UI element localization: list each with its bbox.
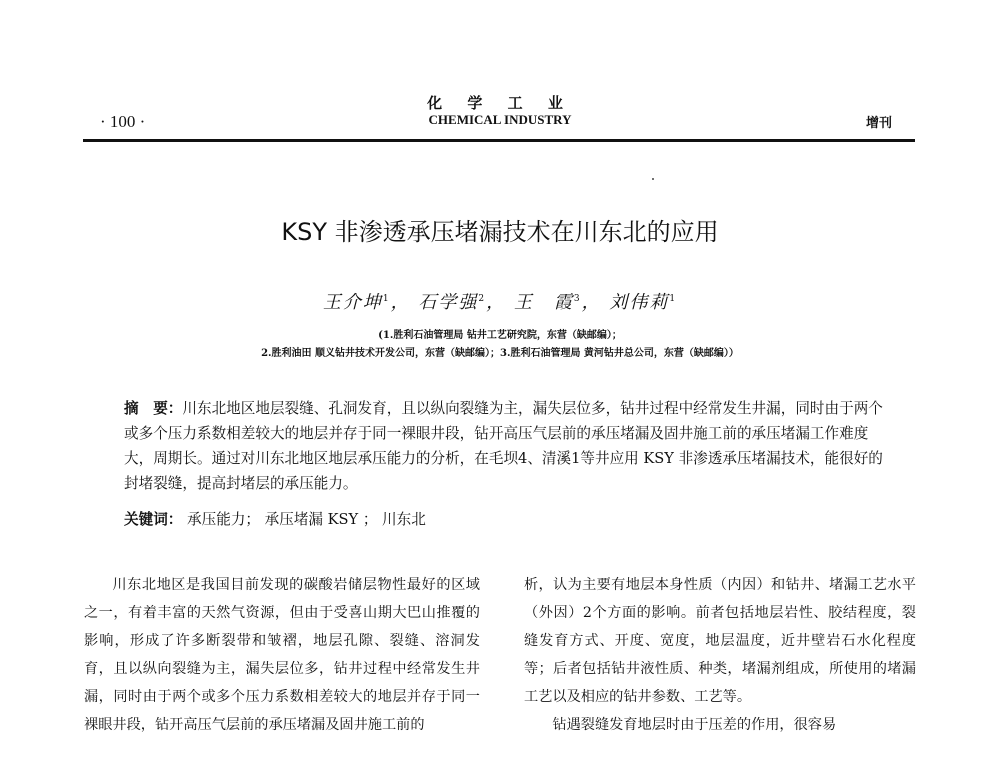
affiliation-line-2: 2.胜利油田 顺义钻井技术开发公司，东营（缺邮编）；3.胜利石油管理局 黄河钻井总公司，东营（缺邮编）） (261, 348, 739, 359)
journal-title-cn: 化 学 工 业 (427, 94, 573, 112)
body-paragraph: 川东北地区是我国目前发现的碳酸岩储层物性最好的区域之一，有着丰富的天然气资源，但由于受喜山期大巴山推覆的影响，形成了许多断裂带和皱褶，地层孔隙、裂缝、溶洞发育，且以纵向裂缝为主，漏失层位多，钻井过程中经常发生井漏，同时由于两个或多个压力系数相差较大的地层并存于同一裸眼井段，钻开高压气层前的承压堵漏及固井施工前的 (84, 577, 480, 733)
author-name: 石学强 (418, 292, 479, 313)
body-column-left (84, 571, 480, 739)
keywords (124, 508, 884, 529)
journal-title-en: CHEMICAL INDUSTRY (428, 112, 572, 127)
author-affiliation-mark: 3 (573, 294, 582, 304)
body-paragraph: 析，认为主要有地层本身性质（内因）和钻井、堵漏工艺水平（外因）2个方面的影响。前者包括地层岩性、胶结程度，裂缝发育方式、开度、宽度，地层温度，近井壁岩石水化程度等；后者包括钻井液性质、种类，堵漏剂组成，所使用的堵漏工艺以及相应的钻井参数、工艺等。 (524, 577, 916, 705)
author-affiliation-mark: 1 (669, 294, 678, 304)
abstract-label: 摘 要： (124, 400, 183, 417)
abstract-text: 川东北地区地层裂缝、孔洞发育，且以纵向裂缝为主，漏失层位多，钻井过程中经常发生井漏，同时由于两个或多个压力系数相差较大的地层并存于同一裸眼井段，钻开高压气层前的承压堵漏及固井施工前的承压堵漏工作难度大，周期长。通过对川东北地区地层承压能力的分析，在毛坝4、清溪1等井应用 KSY 非渗透承压堵漏技术，能很好的封堵裂缝，提高封堵层的承压能力。 (124, 400, 883, 492)
issue-label: 增刊 (866, 116, 893, 131)
author-name: 刘伟莉 (609, 292, 670, 313)
author-separator: ， (390, 292, 411, 313)
keywords-text: 承压能力； 承压堵漏 KSY ； 川东北 (187, 511, 426, 528)
page-number: · 100 · (100, 112, 146, 131)
body-column-right (524, 571, 916, 739)
article-title: KSY 非渗透承压堵漏技术在川东北的应用 (281, 218, 719, 246)
author-affiliation-mark: 1 (382, 294, 391, 304)
author-list (0, 288, 1000, 314)
author-affiliation-mark: 2 (478, 294, 487, 304)
author-name: 王介坤 (322, 292, 383, 313)
abstract (124, 396, 884, 496)
speck (652, 178, 654, 180)
author-separator: ， (486, 292, 507, 313)
keywords-label: 关键词： (124, 511, 183, 528)
author-name: 王 霞 (513, 292, 574, 313)
author-separator: ， (581, 292, 602, 313)
affiliation-line-1: (1.胜利石油管理局 钻井工艺研究院，东营（缺邮编）； (378, 330, 622, 341)
body-paragraph: 钻遇裂缝发育地层时由于压差的作用，很容易 (552, 717, 837, 733)
header-rule (83, 139, 915, 142)
